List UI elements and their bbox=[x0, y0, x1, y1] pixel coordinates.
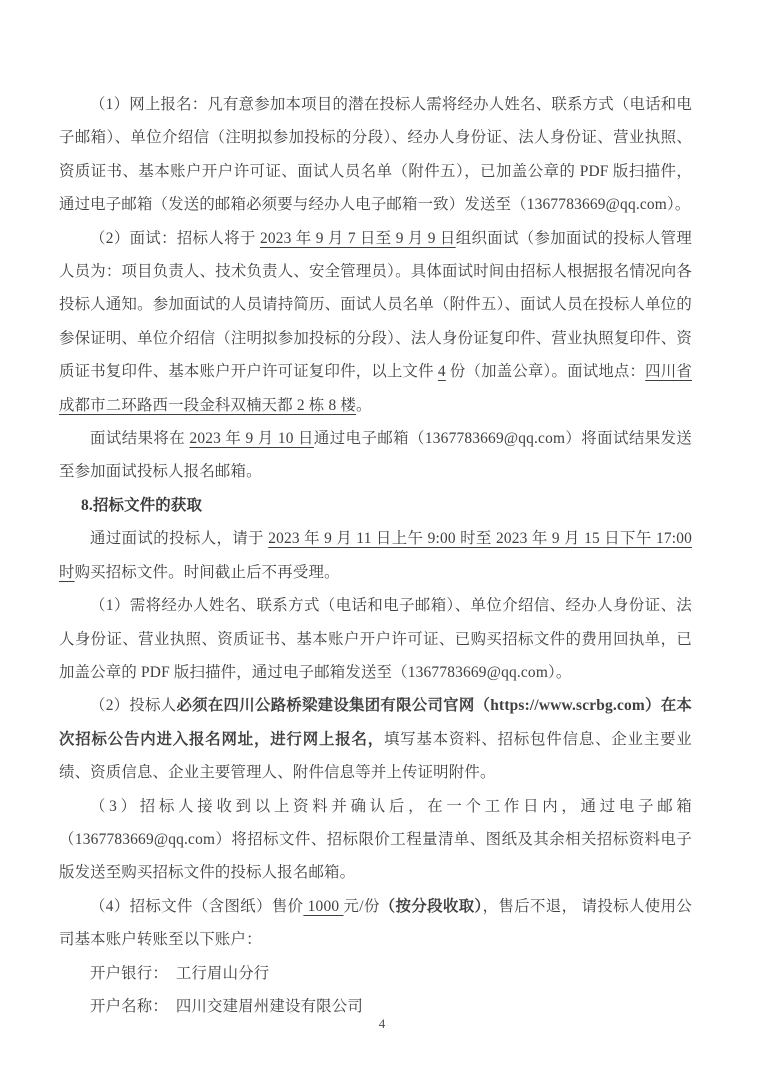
para-obtain-4 bbox=[59, 890, 692, 957]
text-run: 填写基本资料、招标包件信息、企业主要业绩、资质信息、企业主要管理人、附件信息等并上传证明附件。 bbox=[59, 730, 692, 782]
page-number: 4 bbox=[378, 1016, 386, 1031]
para-obtain-3 bbox=[59, 790, 692, 890]
heading-obtain-bid-documents bbox=[59, 489, 692, 522]
para-bank-name bbox=[59, 957, 692, 990]
text-run: （3）招标人接收到以上资料并确认后，在一个工作日内，通过电子邮箱（1367783669@qq.com）将招标文件、招标限价工程量清单、图纸及其余相关招标资料电子版发送至购买招标文件的投标人报名邮箱。 bbox=[59, 797, 692, 882]
text-run: 购买招标文件。时间截止后不再受理。 bbox=[74, 563, 340, 581]
para-obtain-2 bbox=[59, 689, 692, 789]
text-run: 开户名称： 四川交建眉州建设有限公司 bbox=[90, 997, 363, 1015]
text-run: （2）面试：招标人将于 bbox=[90, 229, 260, 247]
para-obtain-1 bbox=[59, 589, 692, 689]
bold-text: 必须在四川公路桥梁建设集团有限公司官网（https://www.scrbg.com）在本次招标公告内进入报名网址，进行网上报名， bbox=[59, 697, 692, 748]
para-interview-result bbox=[59, 422, 692, 489]
underlined-text: 四川省成都市二环路西一段金科双楠天都 2 栋 8 楼 bbox=[59, 363, 692, 414]
text-run: 份（加盖公章）。面试地点： bbox=[445, 363, 646, 381]
text-run: 通过面试的投标人，请于 bbox=[90, 530, 269, 548]
underlined-text: 2023 年 9 月 11 日上午 9:00 时至 2023 年 9 月 15 日下午 17:00 时 bbox=[59, 530, 692, 581]
text-run: （1）网上报名：凡有意参加本项目的潜在投标人需将经办人姓名、联系方式（电话和电子邮箱）、单位介绍信（注明拟参加投标的分段）、经办人身份证、法人身份证、营业执照、资质证书、基本账户开户许可证、面试人员名单（附件五），已加盖公章的 PDF 版扫描件，通过电子邮箱（发送的邮箱必须要与经办人电子邮箱一致）发送至（1367783669@qq.com）。 bbox=[59, 96, 692, 214]
underlined-text: 2023 年 9 月 7 日至 9 月 9 日 bbox=[259, 229, 456, 247]
text-run: 面试结果将在 bbox=[90, 430, 190, 448]
text-run: 通过电子邮箱（1367783669@qq.com）将面试结果发送至参加面试投标人报名邮箱。 bbox=[59, 430, 693, 481]
text-run: ，售后不退， 请投标人使用公司基本账户转账至以下账户： bbox=[59, 897, 692, 949]
text-run: （1）需将经办人姓名、联系方式（电话和电子邮箱）、单位介绍信、经办人身份证、法人身份证、营业执照、资质证书、基本账户开户许可证、已购买招标文件的费用回执单，已加盖公章的 PDF 版扫描件，通过电子邮箱发送至（1367783669@qq.com）。 bbox=[59, 597, 692, 681]
text-run: 开户银行： 工行眉山分行 bbox=[90, 964, 270, 982]
text-run: 组织面试（参加面试的投标人管理人员为：项目负责人、技术负责人、安全管理员）。具体面试时间由招标人根据报名情况向各投标人通知。参加面试的人员请持简历、面试人员名单（附件五）、面试人员在投标人单位的参保证明、单位介绍信（注明拟参加投标的分段）、法人身份证复印件、营业执照复印件、资质证书复印件、基本账户开户许可证复印件，以上文件 bbox=[59, 229, 692, 381]
text-run: 。 bbox=[356, 396, 372, 414]
para-online-registration bbox=[59, 88, 692, 222]
document-body bbox=[59, 88, 692, 1023]
para-purchase-window bbox=[59, 522, 692, 589]
para-interview bbox=[59, 222, 692, 422]
bold-text: 8.招标文件的获取 bbox=[81, 496, 203, 514]
bold-text: （按分段收取） bbox=[379, 897, 483, 915]
text-run: 元/份 bbox=[343, 897, 380, 915]
text-run: （2）投标人 bbox=[90, 697, 177, 715]
underlined-text: 4 bbox=[437, 363, 446, 381]
text-run: （4）招标文件（含图纸）售价 bbox=[90, 897, 304, 915]
underlined-text: 2023 年 9 月 10 日 bbox=[189, 430, 314, 448]
underlined-text: 1000 bbox=[303, 897, 344, 915]
